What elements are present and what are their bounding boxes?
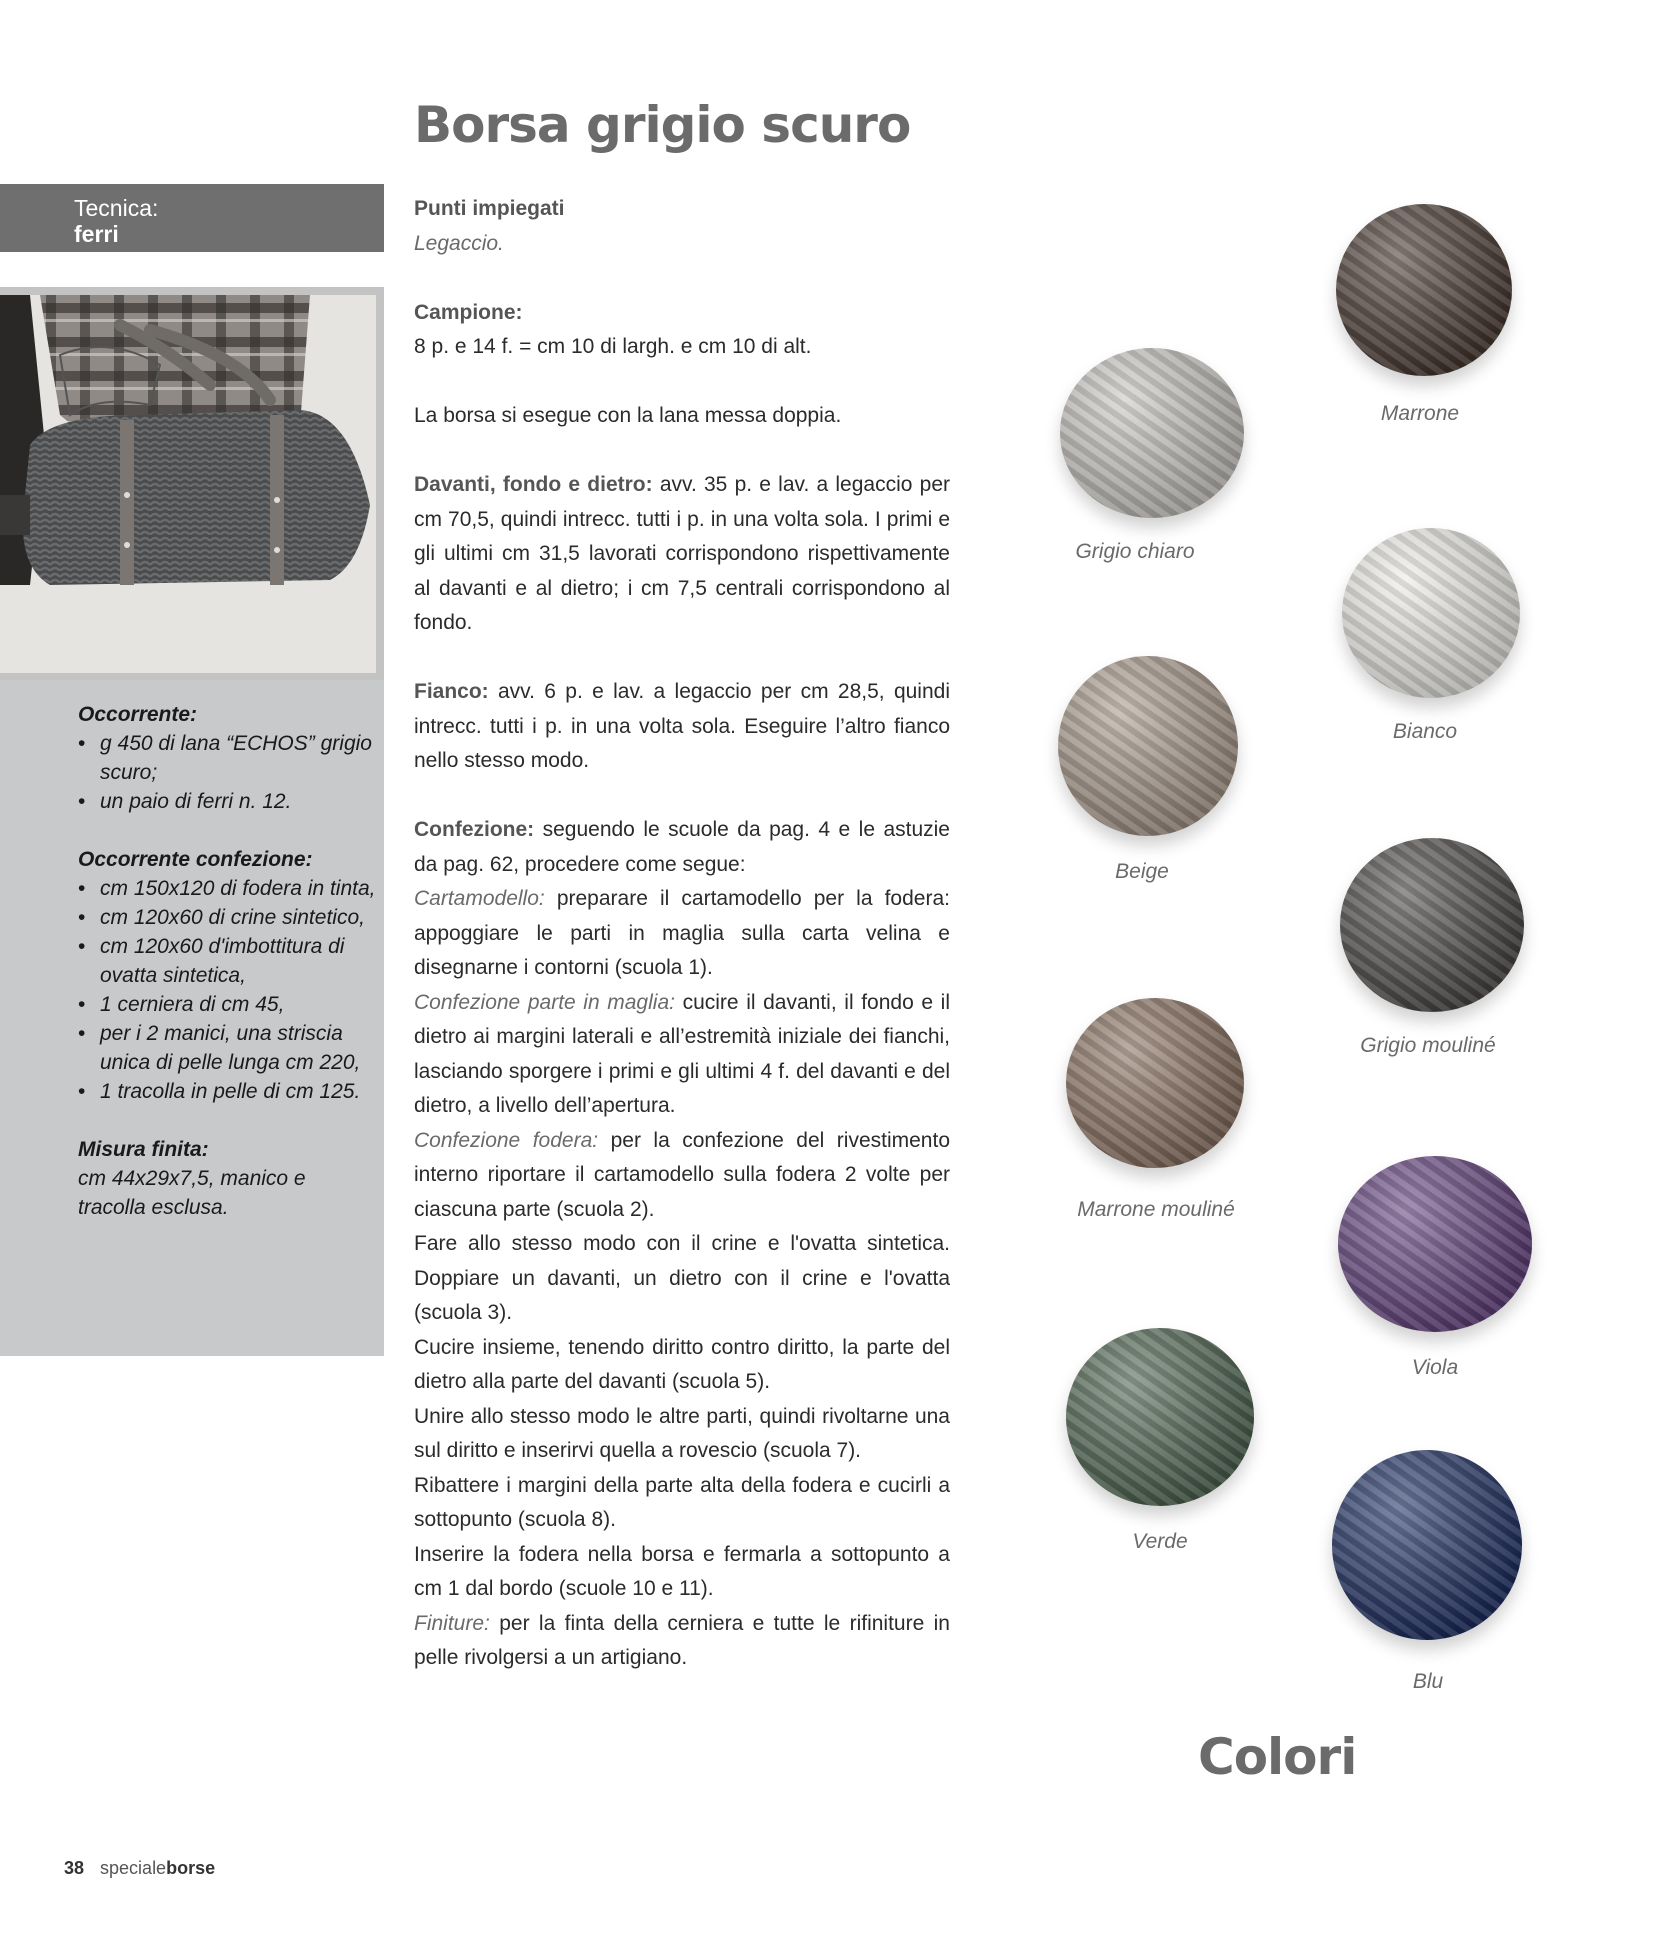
lining-text: per la confezione del rivestimento interno riportare il cartamodello sulla fodera 2 volte per ciascuna parte (scuola 2). bbox=[414, 1128, 950, 1221]
list-item: • per i 2 manici, una striscia unica di pelle lunga cm 220, bbox=[78, 1019, 378, 1077]
assembly-list bbox=[78, 874, 378, 1106]
double-yarn-note: La borsa si esegue con la lana messa doppia. bbox=[414, 404, 842, 427]
paragraph: Cucire insieme, tenendo diritto contro diritto, la parte del dietro alla parte del davanti (scuola 5). bbox=[414, 1335, 950, 1393]
page-title: Borsa grigio scuro bbox=[414, 96, 911, 154]
yarn-ball-grigio-chiaro bbox=[1060, 348, 1244, 518]
finish-text: seguendo le scuole da pag. 4 e le astuzie da pag. 62, procedere come segue: bbox=[414, 818, 950, 876]
side-heading: Fianco: bbox=[414, 680, 489, 703]
lining-label: Confezione fodera: bbox=[414, 1128, 599, 1152]
stitches-heading: Punti impiegati bbox=[414, 197, 565, 220]
yarn-label-marrone: Marrone bbox=[1380, 402, 1460, 425]
yarn-ball-beige bbox=[1058, 656, 1238, 836]
finishing-text: per la finta della cerniera e tutte le rifiniture in pelle rivolgersi a un artigiano. bbox=[414, 1611, 950, 1669]
yarn-label-marrone-mouline: Marrone mouliné bbox=[1077, 1198, 1235, 1221]
technique-label: Tecnica: bbox=[74, 195, 159, 221]
yarn-label-grigio-mouline: Grigio mouliné bbox=[1360, 1034, 1496, 1057]
list-item: • un paio di ferri n. 12. bbox=[78, 787, 378, 816]
yarn-ball-verde bbox=[1066, 1328, 1254, 1506]
technique-band bbox=[0, 184, 384, 252]
pattern-label: Cartamodello: bbox=[414, 887, 545, 910]
paragraph: Inserire la fodera nella borsa e fermarla a sottopunto a cm 1 dal bordo (scuole 10 e 11). bbox=[414, 1542, 950, 1600]
size-text: cm 44x29x7,5, manico e tracolla esclusa. bbox=[78, 1167, 306, 1219]
gauge-text: 8 p. e 14 f. = cm 10 di largh. e cm 10 di alt. bbox=[414, 335, 812, 358]
yarn-label-beige: Beige bbox=[1115, 860, 1169, 883]
yarn-label-blu: Blu bbox=[1412, 1670, 1444, 1693]
technique-value: ferri bbox=[74, 221, 119, 247]
colors-heading: Colori bbox=[1198, 1728, 1357, 1786]
list-item: • g 450 di lana “ECHOS” grigio scuro; bbox=[78, 729, 378, 787]
yarn-ball-viola bbox=[1338, 1156, 1532, 1332]
paragraph: Ribattere i margini della parte alta della fodera e cucirli a sottopunto (scuola 8). bbox=[414, 1473, 950, 1531]
front-text: avv. 35 p. e lav. a legaccio per cm 70,5, quindi intrecc. tutti i p. in una volta sola. I primi e gli ultimi cm 31,5 lavorati corrispondono rispettivamente al davanti e al dietro; i cm 7,5 centrali corrispondono al fondo. bbox=[414, 473, 950, 634]
list-item: • cm 120x60 d'imbottitura di ovatta sintetica, bbox=[78, 932, 378, 990]
brand-bold: borse bbox=[166, 1858, 216, 1878]
photo-frame bbox=[0, 287, 384, 681]
yarn-ball-grigio-mouline bbox=[1340, 838, 1524, 1012]
instructions-column bbox=[414, 192, 950, 1676]
paragraph: Fare allo stesso modo con il crine e l'ovatta sintetica. Doppiare un davanti, un dietro con il crine e l'ovatta (scuola 3). bbox=[414, 1232, 950, 1324]
materials-heading: Occorrente: bbox=[78, 703, 198, 726]
front-heading: Davanti, fondo e dietro: bbox=[414, 473, 653, 496]
yarn-ball-blu bbox=[1332, 1450, 1522, 1640]
stitches-text: Legaccio. bbox=[414, 231, 504, 255]
list-item: • 1 cerniera di cm 45, bbox=[78, 990, 378, 1019]
knit-text: cucire il davanti, il fondo e il dietro ai margini laterali e all’estremità iniziale dei fianchi, lasciando sporgere i primi e gli ultimi 4 f. del davanti e del dietro, a livello dell’apertura. bbox=[414, 990, 950, 1117]
yarn-label-bianco: Bianco bbox=[1392, 720, 1458, 743]
paragraph: Unire allo stesso modo le altre parti, quindi rivoltarne una sul diritto e inserirvi quella a rovescio (scuola 7). bbox=[414, 1404, 950, 1462]
assembly-heading: Occorrente confezione: bbox=[78, 848, 313, 871]
list-item: • 1 tracolla in pelle di cm 125. bbox=[78, 1077, 378, 1106]
page-footer bbox=[64, 1858, 215, 1879]
finish-heading: Confezione: bbox=[414, 818, 535, 841]
page-number: 38 bbox=[64, 1858, 85, 1878]
pattern-text: preparare il cartamodello per la fodera: appoggiare le parti in maglia sulla carta velina e disegnarne i contorni (scuola 1). bbox=[414, 887, 950, 979]
materials-sidebar bbox=[0, 680, 384, 1356]
yarn-ball-bianco bbox=[1342, 528, 1520, 698]
yarn-label-viola: Viola bbox=[1411, 1356, 1459, 1379]
finishing-label: Finiture: bbox=[414, 1611, 490, 1635]
knit-label: Confezione parte in maglia: bbox=[414, 990, 675, 1014]
materials-list bbox=[78, 729, 378, 816]
knitted-bag-photo bbox=[0, 295, 376, 673]
yarn-ball-marrone bbox=[1336, 204, 1512, 376]
yarn-label-grigio-chiaro: Grigio chiaro bbox=[1075, 540, 1195, 563]
yarn-ball-marrone-mouline bbox=[1066, 998, 1244, 1168]
list-item: • cm 150x120 di fodera in tinta, bbox=[78, 874, 378, 903]
brand-light: speciale bbox=[100, 1858, 167, 1878]
side-text: avv. 6 p. e lav. a legaccio per cm 28,5, quindi intrecc. tutti i p. in una volta sola. Eseguire l’altro fianco nello stesso modo. bbox=[414, 680, 950, 772]
gauge-heading: Campione: bbox=[414, 300, 523, 324]
list-item: • cm 120x60 di crine sintetico, bbox=[78, 903, 378, 932]
size-heading: Misura finita: bbox=[78, 1138, 209, 1161]
yarn-label-verde: Verde bbox=[1132, 1530, 1188, 1553]
